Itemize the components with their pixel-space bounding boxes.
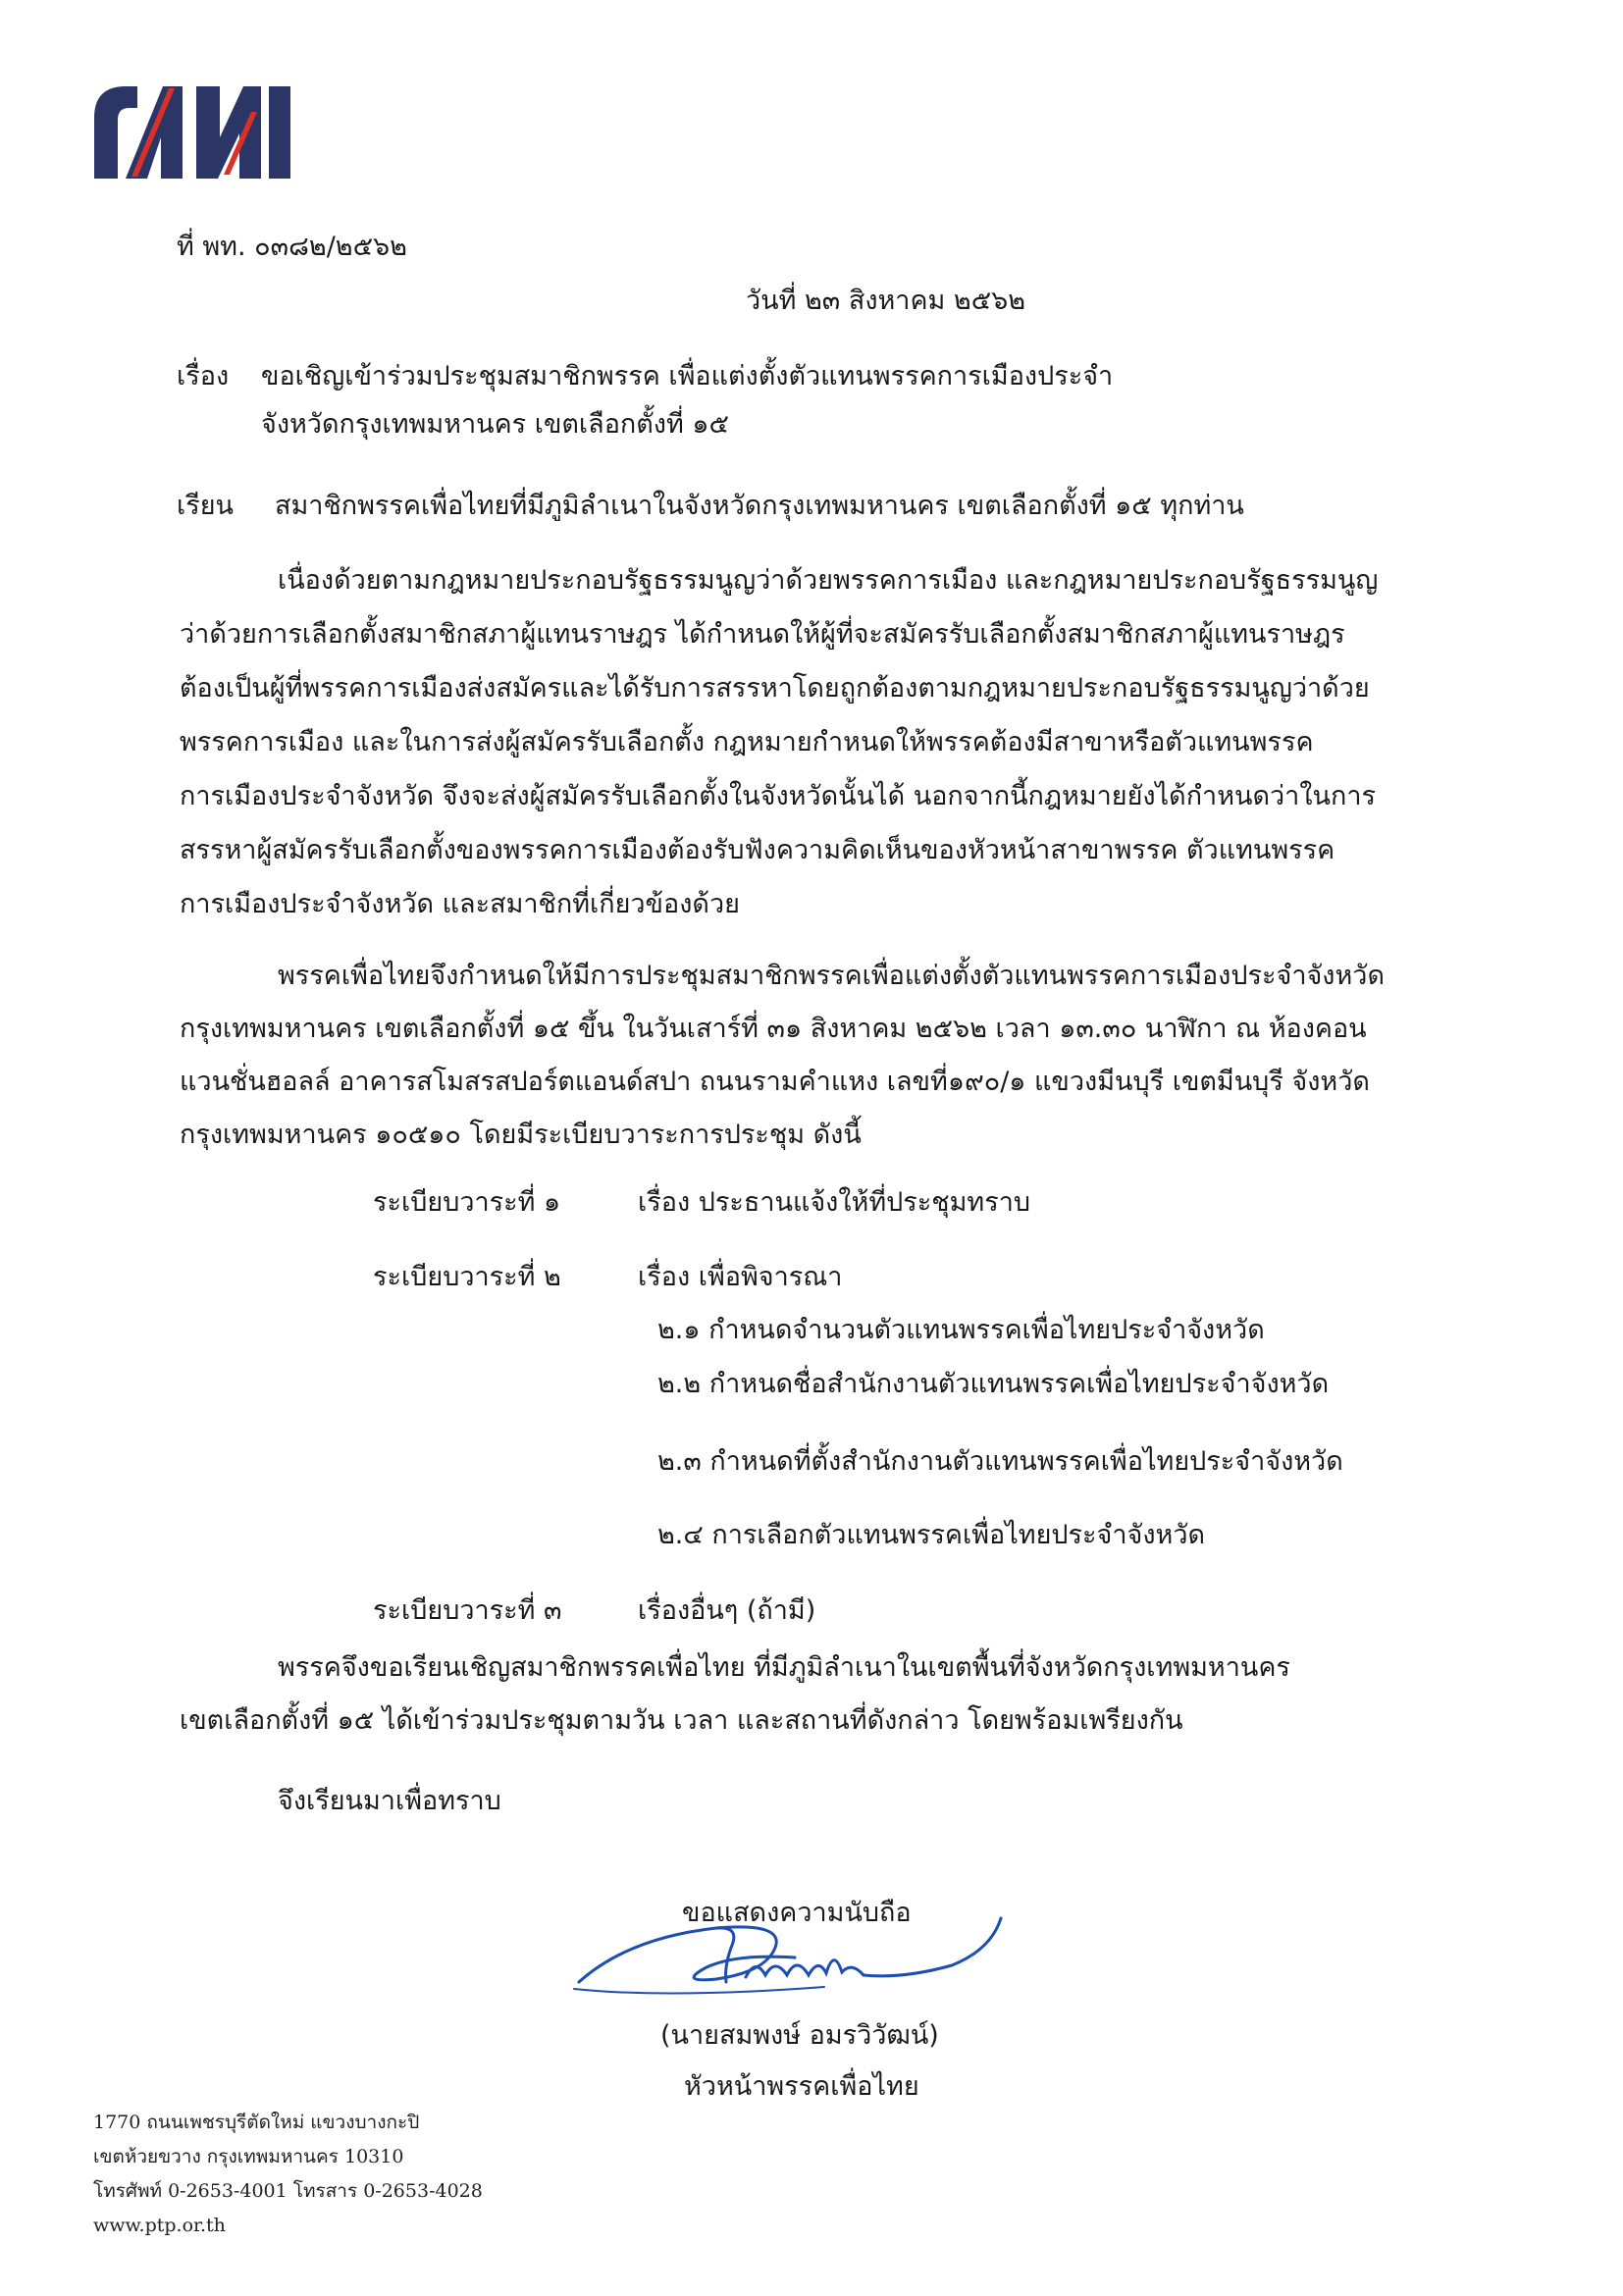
subject-line-1: ขอเชิญเข้าร่วมประชุมสมาชิกพรรค เพื่อแต่งตั้งตัวแทนพรรคการเมืองประจำ: [261, 361, 1114, 391]
party-logo: [86, 78, 297, 182]
closing-line-2: เขตเลือกตั้งที่ ๑๕ ได้เข้าร่วมประชุมตามวัน เวลา และสถานที่ดังกล่าว โดยพร้อมเพรียงกัน: [180, 1705, 1183, 1736]
closing-line-1: พรรคจึงขอเรียนเชิญสมาชิกพรรคเพื่อไทย ที่มีภูมิลำเนาในเขตพื้นที่จังหวัดกรุงเทพมหานคร: [278, 1652, 1290, 1683]
footer-phone: โทรศัพท์ 0-2653-4001 โทรสาร 0-2653-4028: [93, 2180, 483, 2202]
signer-name: (นายสมพงษ์ อมรวิวัฒน์): [660, 2020, 939, 2051]
body-line: กรุงเทพมหานคร ๑๐๕๑๐ โดยมีระเบียบวาระการประชุม ดังนี้: [180, 1120, 862, 1150]
closing-regards: ขอแสดงความนับถือ: [682, 1898, 912, 1928]
agenda-1-label: ระเบียบวาระที่ ๑: [373, 1187, 561, 1218]
agenda-2-sub-1: ๒.๑ กำหนดจำนวนตัวแทนพรรคเพื่อไทยประจำจังหวัด: [657, 1315, 1265, 1345]
body-line: การเมืองประจำจังหวัด จึงจะส่งผู้สมัครรับเลือกตั้งในจังหวัดนั้นได้ นอกจากนี้กฎหมายยังได้กำหนดว่าในการ: [180, 781, 1376, 811]
body-line: กรุงเทพมหานคร เขตเลือกตั้งที่ ๑๕ ขึ้น ในวันเสาร์ที่ ๓๑ สิงหาคม ๒๕๖๒ เวลา ๑๓.๓๐ นาฬิกา ณ ห้องคอน: [180, 1014, 1367, 1044]
agenda-2-label: ระเบียบวาระที่ ๒: [373, 1262, 561, 1292]
footer-address-1: 1770 ถนนเพชรบุรีตัดใหม่ แขวงบางกะปิ: [93, 2112, 420, 2133]
signer-title: หัวหน้าพรรคเพื่อไทย: [684, 2071, 919, 2102]
subject-label: เรื่อง: [177, 361, 230, 391]
body-line: การเมืองประจำจังหวัด และสมาชิกที่เกี่ยวข้องด้วย: [180, 889, 740, 919]
body-line: พรรคเพื่อไทยจึงกำหนดให้มีการประชุมสมาชิกพรรคเพื่อแต่งตั้งตัวแทนพรรคการเมืองประจำจังหวัด: [278, 961, 1385, 991]
body-line: พรรคการเมือง และในการส่งผู้สมัครรับเลือกตั้ง กฎหมายกำหนดให้พรรคต้องมีสาขาหรือตัวแทนพรรค: [180, 727, 1314, 757]
reference-number: ที่ พท. ๐๓๘๒/๒๕๖๒: [177, 232, 407, 262]
body-line: แวนชั่นฮอลล์ อาคารสโมสรสปอร์ตแอนด์สปา ถนนรามคำแหง เลขที่๑๙๐/๑ แขวงมีนบุรี เขตมีนบุรี จังหวัด: [180, 1067, 1370, 1097]
body-line: ต้องเป็นผู้ที่พรรคการเมืองส่งสมัครและได้รับการสรรหาโดยถูกต้องตามกฎหมายประกอบรัฐธรรมนูญว่าด้วย: [180, 673, 1370, 704]
recipient-text: สมาชิกพรรคเพื่อไทยที่มีภูมิลำเนาในจังหวัดกรุงเทพมหานคร เขตเลือกตั้งที่ ๑๕ ทุกท่าน: [275, 491, 1244, 521]
agenda-2-text: เรื่อง เพื่อพิจารณา: [638, 1262, 843, 1292]
closing-inform: จึงเรียนมาเพื่อทราบ: [278, 1786, 501, 1816]
agenda-2-sub-2: ๒.๒ กำหนดชื่อสำนักงานตัวแทนพรรคเพื่อไทยประจำจังหวัด: [657, 1369, 1330, 1399]
agenda-2-sub-4: ๒.๔ การเลือกตัวแทนพรรคเพื่อไทยประจำจังหวัด: [657, 1520, 1206, 1550]
signature: [569, 1889, 1021, 2007]
agenda-1-text: เรื่อง ประธานแจ้งให้ที่ประชุมทราบ: [638, 1187, 1031, 1218]
recipient-label: เรียน: [177, 491, 235, 521]
body-line: เนื่องด้วยตามกฎหมายประกอบรัฐธรรมนูญว่าด้วยพรรคการเมือง และกฎหมายประกอบรัฐธรรมนูญ: [278, 565, 1379, 596]
agenda-2-sub-3: ๒.๓ กำหนดที่ตั้งสำนักงานตัวแทนพรรคเพื่อไทยประจำจังหวัด: [657, 1446, 1343, 1477]
letter-date: วันที่ ๒๓ สิงหาคม ๒๕๖๒: [746, 286, 1026, 316]
footer-address-2: เขตห้วยขวาง กรุงเทพมหานคร 10310: [93, 2146, 404, 2167]
subject-line-2: จังหวัดกรุงเทพมหานคร เขตเลือกตั้งที่ ๑๕: [261, 409, 729, 440]
agenda-3-text: เรื่องอื่นๆ (ถ้ามี): [638, 1595, 816, 1626]
footer-website: www.ptp.or.th: [93, 2215, 226, 2236]
body-line: สรรหาผู้สมัครรับเลือกตั้งของพรรคการเมืองต้องรับฟังความคิดเห็นของหัวหน้าสาขาพรรค ตัวแทนพรรค: [180, 835, 1335, 865]
body-line: ว่าด้วยการเลือกตั้งสมาชิกสภาผู้แทนราษฎร ได้กำหนดให้ผู้ที่จะสมัครรับเลือกตั้งสมาชิกสภาผู้แทนราษฎร: [180, 619, 1345, 650]
agenda-3-label: ระเบียบวาระที่ ๓: [373, 1595, 562, 1626]
